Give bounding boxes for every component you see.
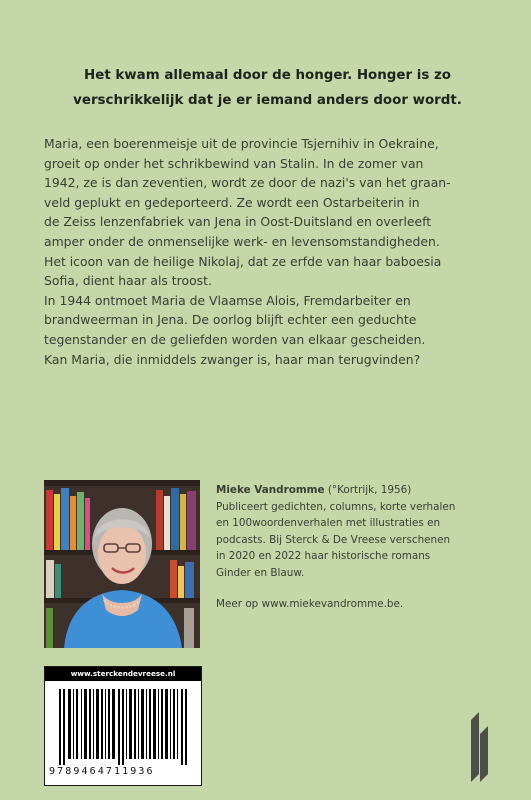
blurb-line: 1942, ze is dan zeventien, wordt ze door de nazi's van het graan- <box>44 175 451 191</box>
author-born: (°Kortrijk, 1956) <box>324 484 412 496</box>
tagline <box>40 63 495 113</box>
isbn-barcode <box>44 666 202 786</box>
barcode-bars <box>59 689 187 765</box>
blurb-line: In 1944 ontmoet Maria de Vlaamse Alois, Fremdarbeiter en <box>44 292 411 308</box>
isbn-digits: 9789464711936 <box>49 766 155 777</box>
blurb-line: veld geplukt en gedeporteerd. Ze wordt een Ostarbeiterin in <box>44 194 420 210</box>
author-heading <box>216 482 516 499</box>
blurb-line: amper onder de onmenselijke werk- en levensomstandigheden. <box>44 233 440 249</box>
blurb-line: tegenstander en de geliefden worden van elkaar gescheiden. <box>44 331 426 347</box>
author-bio-line: in 2020 en 2022 haar historische romans <box>216 550 431 563</box>
tagline-line-2: verschrikkelijk dat je er iemand anders door wordt. <box>73 93 462 108</box>
author-bio-line: Publiceert gedichten, columns, korte verhalen <box>216 500 456 513</box>
blurb-line: Sofia, dient haar als troost. <box>44 273 212 289</box>
blurb-line: brandweerman in Jena. De oorlog blijft echter een geduchte <box>44 312 417 328</box>
blurb-line: groeit op onder het schrikbewind van Stalin. In de zomer van <box>44 155 424 171</box>
blurb-line: Het icoon van de heilige Nikolaj, dat ze erfde van haar baboesia <box>44 253 442 269</box>
author-bio-line: en 100woordenverhalen met illustraties en <box>216 517 441 530</box>
blurb-line: de Zeiss lenzenfabriek van Jena in Oost-Duitsland en overleeft <box>44 214 432 230</box>
tagline-line-1: Het kwam allemaal door de honger. Honger is zo <box>84 68 451 83</box>
author-photo <box>44 480 200 648</box>
blurb-line: Maria, een boerenmeisje uit de provincie Tsjernihiv in Oekraine, <box>44 136 439 151</box>
publisher-logo-icon <box>467 712 491 782</box>
author-bio <box>216 482 516 612</box>
publisher-url: www.sterckendevreese.nl <box>45 667 201 681</box>
author-name: Mieke Vandromme <box>216 484 325 496</box>
blurb-line: Kan Maria, die inmiddels zwanger is, haar man terugvinden? <box>44 351 421 367</box>
blurb <box>44 134 506 369</box>
author-bio-line: podcasts. Bij Sterck & De Vreese verschenen <box>216 533 451 546</box>
author-bio-line: Ginder en Blauw. <box>216 566 305 579</box>
author-website[interactable]: Meer op www.miekevandromme.be. <box>216 597 404 610</box>
